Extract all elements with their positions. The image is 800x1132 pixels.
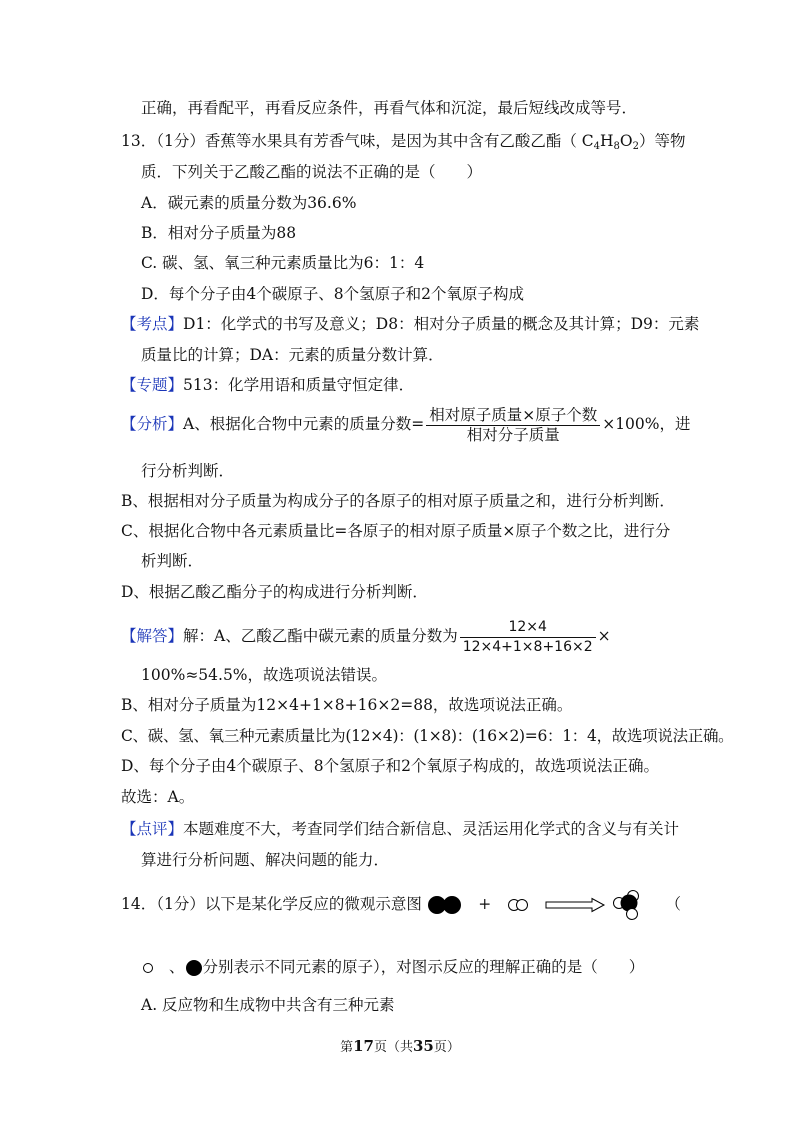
total-pages: 35: [413, 1037, 434, 1055]
q13-option-d: D．每个分子由4个碳原子、8个氢原子和2个氧原子构成: [141, 285, 525, 303]
fenxi-line-c2: 析判断．: [141, 552, 204, 570]
fenxi-line-c1: C、根据化合物中各元素质量比=各原子的相对原子质量×原子个数之比，进行分: [121, 522, 671, 540]
kaodian-tag: 【考点】: [121, 315, 184, 333]
q13-option-c: C. 碳、氢、氧三种元素质量比为6：1：4: [141, 254, 425, 272]
fenxi-line-d: D、根据乙酸乙酯分子的构成进行分析判断．: [121, 583, 428, 601]
q14-stem-line1: 14．（1分）以下是某化学反应的微观示意图 + （: [121, 887, 681, 922]
product-molecule-icon: [611, 888, 647, 922]
plus-sign: +: [478, 895, 492, 913]
previous-answer-tail: 正确，再看配平，再看反应条件，再看气体和沉淀，最后短线改成等号．: [141, 99, 638, 117]
page-footer: 第17页（共35页）: [340, 1037, 460, 1055]
q13-option-a: A．碳元素的质量分数为36.6%: [141, 194, 357, 212]
two-white-atoms-molecule-icon: [507, 897, 529, 913]
jieda-line-a: 【解答】解：A、乙酸乙酯中碳元素的质量分数为 $\frac{12\times 4}{12\times 4+1\times 8+16\times 2}$ ×: [121, 618, 611, 655]
jieda-tag: 【解答】: [121, 627, 184, 645]
kaodian-line2: 质量比的计算；DA：元素的质量分数计算．: [141, 346, 444, 364]
mass-fraction-formula: $\frac{\text{相对原子质量×原子个数}}{\text{相对分子质量}}$: [426, 406, 600, 445]
jieda-line-d: D、每个分子由4个碳原子、8个氢原子和2个氧原子构成的，故选项说法正确。: [121, 757, 660, 775]
jieda-line-a-cont: 100%≈54.5%，故选项说法错误。: [141, 666, 388, 684]
fenxi-tag: 【分析】: [121, 415, 184, 433]
dianping-line2: 算进行分析问题、解决问题的能力．: [141, 851, 390, 869]
dianping-tag: 【点评】: [121, 820, 184, 838]
two-black-atoms-molecule-icon: [427, 894, 463, 916]
zhuanti-tag: 【专题】: [121, 376, 184, 394]
jieda-line-c: C、碳、氢、氧三种元素质量比为(12×4)：(1×8)：(16×2)=6：1：4，故选项说法正确。: [121, 727, 734, 745]
white-atom-icon: [141, 961, 155, 975]
dianping-line1: 【点评】本题难度不大，考查同学们结合新信息、灵活运用化学式的含义与有关计: [121, 820, 680, 838]
zhuanti-line: 【专题】513：化学用语和质量守恒定律．: [121, 376, 415, 394]
reaction-arrow-icon: [544, 897, 606, 913]
page-number: 17: [353, 1037, 374, 1055]
fenxi-line-b: B、根据相对分子质量为构成分子的各原子的相对原子质量之和，进行分析判断．: [121, 492, 675, 510]
kaodian-line1: 【考点】D1：化学式的书写及意义；D8：相对分子质量的概念及其计算；D9：元素: [121, 315, 700, 333]
q13-option-b: B．相对分子质量为88: [141, 224, 297, 242]
q13-stem-line1: 13．（1分）香蕉等水果具有芳香气味，是因为其中含有乙酸乙酯（ $C_4H_8O_2$）等物: [121, 132, 686, 152]
black-atom-icon: [185, 959, 203, 977]
q14-stem-line2: 、 分别表示不同元素的原子），对图示反应的理解正确的是（ ）: [141, 955, 644, 979]
q14-option-a: A. 反应物和生成物中共含有三种元素: [141, 996, 395, 1014]
jieda-line-b: B、相对分子质量为12×4+1×8+16×2=88，故选项说法正确。: [121, 696, 573, 714]
fenxi-line-a: 【分析】A、根据化合物中元素的质量分数= $\frac{\text{相对原子质量×原子个数}}{\text{相对分子质量}}$ ×100%，进: [121, 405, 691, 444]
answer-line: 故选：A。: [121, 788, 195, 806]
carbon-fraction-formula: $\frac{12\times 4}{12\times 4+1\times 8+16\times 2}$: [460, 618, 596, 657]
q13-stem-line2: 质．下列关于乙酸乙酯的说法不正确的是（ ）: [141, 163, 483, 181]
fenxi-line-a-cont: 行分析判断．: [141, 462, 235, 480]
